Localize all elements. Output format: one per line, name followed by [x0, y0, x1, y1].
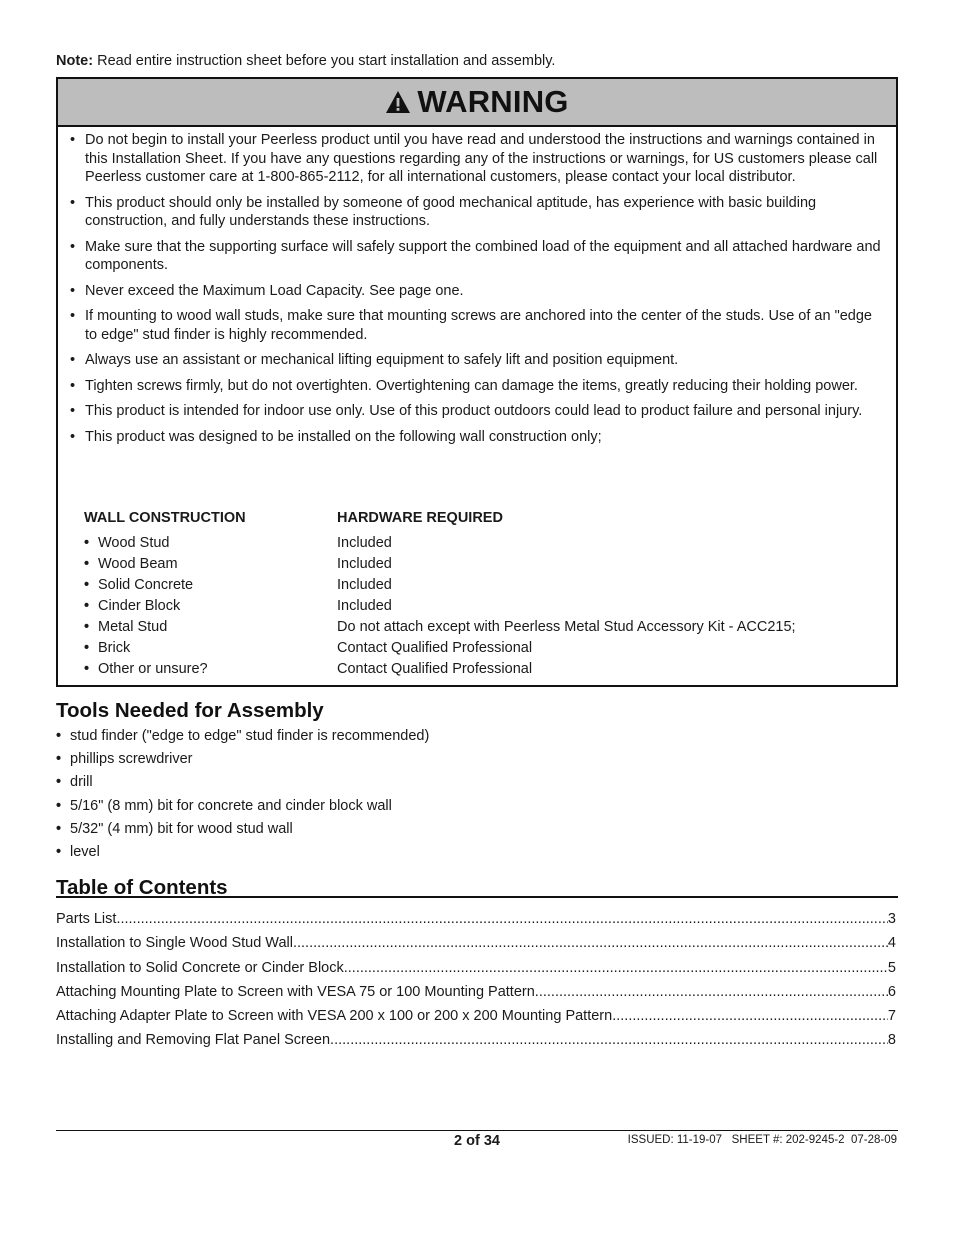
table-row: • Wood Beam Included — [84, 554, 884, 575]
hardware-required-header: HARDWARE REQUIRED — [337, 510, 503, 526]
wall-type: Cinder Block — [98, 598, 181, 614]
wall-construction-table — [84, 508, 884, 680]
wall-type: Brick — [98, 640, 131, 656]
warning-item: • This product was designed to be installed on the following wall construction only; — [70, 428, 602, 445]
tool-item: • 5/32" (4 mm) bit for wood stud wall — [56, 820, 293, 837]
toc-entry[interactable] — [56, 1030, 896, 1054]
tools-list — [56, 725, 429, 864]
toc-entry-label: Parts List — [56, 911, 117, 927]
tool-item: • phillips screwdriver — [56, 751, 193, 768]
warning-item: • This product should only be installed by someone of good mechanical aptitude, has experience with basic building construction, and fully understands these instructions. — [70, 194, 817, 229]
toc-leader-dots — [293, 933, 888, 957]
hardware-cell: Contact Qualified Professional — [337, 661, 533, 677]
warning-box — [56, 77, 898, 687]
tool-item: • drill — [56, 774, 93, 791]
toc-entry-label: Attaching Adapter Plate to Screen with VESA 200 x 100 or 200 x 200 Mounting Pattern — [56, 1008, 613, 1025]
table-row: • Cinder Block Included — [84, 596, 884, 617]
table-of-contents — [56, 909, 896, 1055]
toc-entry[interactable] — [56, 1006, 896, 1030]
toc-heading: Table of Contents — [56, 876, 228, 899]
toc-entry-label: Installation to Solid Concrete or Cinder Block — [56, 959, 344, 976]
warning-item: • Make sure that the supporting surface will safely support the combined load of the equipment and all attached hardware and components. — [70, 238, 881, 273]
toc-entry-label: Installation to Single Wood Stud Wall — [56, 935, 293, 952]
hardware-cell: Contact Qualified Professional — [337, 640, 533, 656]
toc-leader-dots — [535, 982, 888, 1006]
table-row: • Brick Contact Qualified Professional — [84, 638, 884, 659]
warning-item: • Always use an assistant or mechanical lifting equipment to safely lift and position equipment. — [70, 352, 679, 368]
wall-construction-header: WALL CONSTRUCTION — [84, 510, 246, 526]
note-text: Read entire instruction sheet before you start installation and assembly. — [93, 53, 556, 69]
tools-heading: Tools Needed for Assembly — [56, 699, 324, 722]
hardware-cell: Included — [337, 556, 392, 572]
note-line — [56, 53, 555, 69]
table-row: • Wood Stud Included — [84, 533, 884, 554]
toc-entry-page: 5 — [887, 959, 896, 976]
page-number: 2 of 34 — [454, 1133, 500, 1149]
toc-entry-page: 4 — [887, 935, 896, 952]
toc-divider — [56, 896, 898, 898]
wall-type: Wood Beam — [98, 556, 178, 572]
toc-leader-dots — [330, 1030, 888, 1054]
issued-info: ISSUED: 11-19-07 SHEET #: 202-9245-2 07-28-09 — [627, 1134, 897, 1146]
warning-item: • This product is intended for indoor use only. Use of this product outdoors could lead to product failure and personal injury. — [70, 403, 863, 419]
toc-entry-page: 6 — [887, 983, 896, 1000]
table-row: • Metal Stud Do not attach except with Peerless Metal Stud Accessory Kit - ACC215; — [84, 617, 884, 638]
warning-triangle-icon — [385, 90, 411, 114]
toc-entry-label: Attaching Mounting Plate to Screen with VESA 75 or 100 Mounting Pattern — [56, 983, 535, 1000]
table-row: • Other or unsure? Contact Qualified Professional — [84, 659, 884, 680]
toc-entry[interactable] — [56, 982, 896, 1006]
warning-item: • Do not begin to install your Peerless product until you have read and understood the instructions and warnings contained in this Installation Sheet. If you have any questions regarding any of the instructions or warnings, for US customers please call Peerless customer care at 1-800-865-2112, for all international customers, please contact your local distributor. — [70, 132, 878, 185]
tool-item: • level — [56, 843, 100, 860]
warning-item: • If mounting to wood wall studs, make sure that mounting screws are anchored into the center of the studs. Use of an "edge to edge" stud finder is highly recommended. — [70, 308, 872, 343]
warning-title: WARNING — [417, 84, 569, 119]
toc-leader-dots — [344, 958, 888, 982]
hardware-cell: Included — [337, 535, 392, 551]
toc-entry-label: Installing and Removing Flat Panel Screen — [56, 1032, 331, 1049]
toc-entry-page: 7 — [887, 1008, 896, 1025]
wall-type: Wood Stud — [98, 535, 170, 551]
hardware-cell: Do not attach except with Peerless Metal Stud Accessory Kit - ACC215; — [337, 619, 796, 635]
tool-item: • stud finder ("edge to edge" stud finder is recommended) — [56, 728, 430, 744]
table-header-row — [84, 508, 884, 533]
wall-type: Metal Stud — [98, 619, 168, 635]
note-label: Note: — [56, 53, 94, 69]
toc-entry[interactable] — [56, 958, 896, 982]
hardware-cell: Included — [337, 577, 392, 593]
wall-type: Solid Concrete — [98, 577, 194, 593]
toc-entry-page: 3 — [887, 911, 896, 927]
hardware-cell: Included — [337, 598, 392, 614]
warning-list — [70, 131, 885, 453]
warning-item: • Tighten screws firmly, but do not overtighten. Overtightening can damage the items, greatly reducing their holding power. — [70, 377, 858, 394]
warning-item: • Never exceed the Maximum Load Capacity. See page one. — [70, 282, 464, 299]
toc-leader-dots — [116, 909, 887, 933]
wall-type: Other or unsure? — [98, 661, 208, 677]
toc-entry[interactable] — [56, 933, 896, 957]
table-row: • Solid Concrete Included — [84, 575, 884, 596]
footer-divider — [56, 1130, 898, 1131]
warning-header — [58, 79, 896, 127]
toc-leader-dots — [612, 1006, 888, 1030]
tool-item: • 5/16" (8 mm) bit for concrete and cinder block wall — [56, 797, 392, 814]
toc-entry[interactable] — [56, 909, 896, 933]
toc-entry-page: 8 — [887, 1032, 896, 1049]
